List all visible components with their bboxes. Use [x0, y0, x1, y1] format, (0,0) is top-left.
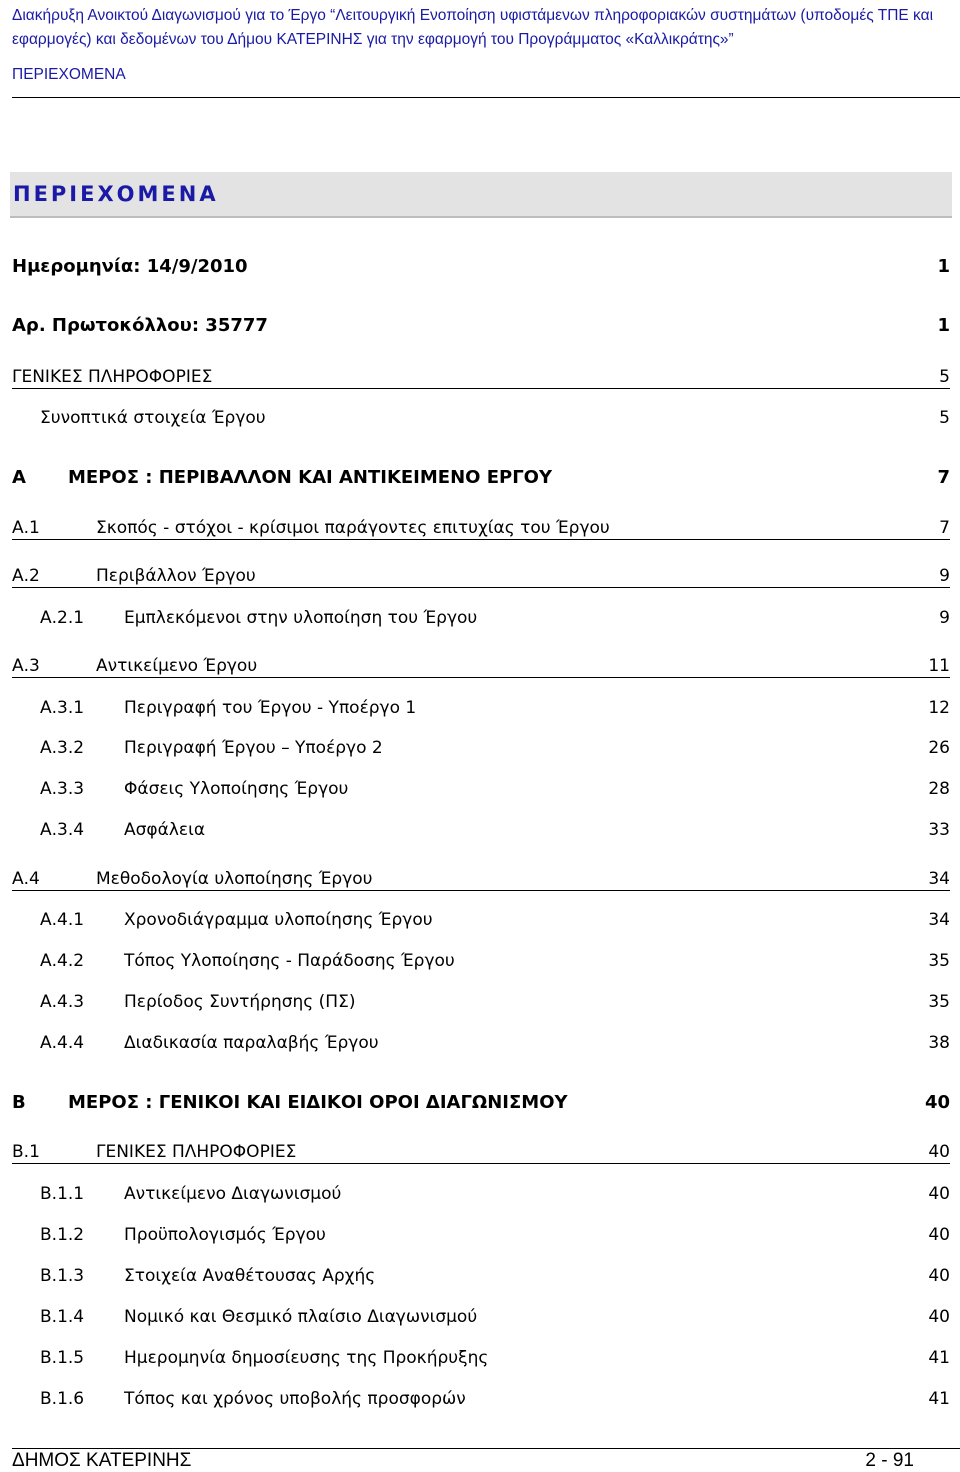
toc-entry-text: Ημερομηνία: 14/9/2010: [12, 256, 248, 277]
toc-entry-page: 9: [939, 566, 950, 586]
toc-entry[interactable]: [0, 1030, 960, 1056]
toc-entry-text: Ασφάλεια: [124, 820, 206, 840]
toc-entry-page: 34: [928, 869, 950, 889]
toc-entry[interactable]: [0, 907, 960, 933]
toc-entry-number: Β: [12, 1092, 26, 1113]
toc-entry-number: Α.1: [12, 518, 40, 538]
toc-entry-text: Σκοπός - στόχοι - κρίσιμοι παράγοντες επιτυχίας του Έργου: [96, 518, 610, 538]
toc-entry-page: 7: [939, 518, 950, 538]
toc-entry-page: 40: [928, 1184, 950, 1204]
header-section-label: ΠΕΡΙΕΧΟΜΕΝΑ: [12, 66, 126, 83]
footer-page-number: 2 - 91: [865, 1450, 914, 1471]
toc-entry-text: ΓΕΝΙΚΕΣ ΠΛΗΡΟΦΟΡΙΕΣ: [12, 367, 213, 387]
toc-entry[interactable]: [0, 364, 960, 390]
toc-entry-page: 40: [928, 1142, 950, 1162]
toc-entry-number: Β.1: [12, 1142, 40, 1162]
toc-entry[interactable]: [0, 948, 960, 974]
toc-entry-underline: [12, 1163, 950, 1164]
toc-entry-underline: [12, 587, 950, 588]
toc-entry-number: Α.4.1: [40, 910, 85, 930]
toc-entry[interactable]: [0, 817, 960, 843]
toc-entry-page: 33: [928, 820, 950, 840]
toc-entry-number: Β.1.5: [40, 1348, 85, 1368]
toc-entry-page: 40: [928, 1307, 950, 1327]
toc-entry[interactable]: [0, 313, 960, 339]
toc-entry-underline: [12, 890, 950, 891]
toc-entry-page: 11: [928, 656, 950, 676]
toc-entry-number: Β.1.6: [40, 1389, 85, 1409]
toc-entry[interactable]: [0, 1386, 960, 1412]
toc-entry-text: ΜΕΡΟΣ : ΓΕΝΙΚΟΙ ΚΑΙ ΕΙΔΙΚΟΙ ΟΡΟΙ ΔΙΑΓΩΝΙΣΜΟΥ: [68, 1092, 568, 1113]
toc-entry[interactable]: [0, 563, 960, 589]
toc-entry[interactable]: [0, 254, 960, 280]
toc-entry-page: 1: [937, 315, 950, 336]
toc-entry-page: 40: [924, 1092, 950, 1113]
toc-entry-text: Προϋπολογισμός Έργου: [124, 1225, 326, 1245]
toc-entry-page: 5: [939, 408, 950, 428]
toc-entry[interactable]: [0, 989, 960, 1015]
toc-entry-text: Ημερομηνία δημοσίευσης της Προκήρυξης: [124, 1348, 489, 1368]
toc-entry[interactable]: [0, 735, 960, 761]
toc-entry[interactable]: [0, 695, 960, 721]
toc-entry[interactable]: [0, 465, 960, 491]
toc-entry-number: Β.1.4: [40, 1307, 85, 1327]
toc-entry[interactable]: [0, 605, 960, 631]
header-title-line-2: εφαρμογές) και δεδομένων του Δήμου ΚΑΤΕΡΙΝΗΣ για την εφαρμογή του Προγράμματος «Καλλικράτης»”: [12, 31, 734, 48]
toc-entry-page: 35: [928, 992, 950, 1012]
toc-entry-number: Α.4: [12, 869, 40, 889]
toc-entry-text: Διαδικασία παραλαβής Έργου: [124, 1033, 379, 1053]
toc-entry-number: Α.3: [12, 656, 40, 676]
toc-entry-underline: [12, 539, 950, 540]
toc-entry-underline: [12, 677, 950, 678]
toc-entry-page: 12: [928, 698, 950, 718]
toc-entry-page: 40: [928, 1225, 950, 1245]
toc-entry-page: 26: [928, 738, 950, 758]
toc-entry-page: 35: [928, 951, 950, 971]
document-header: [12, 4, 948, 52]
toc-entry-number: Α.2.1: [40, 608, 85, 628]
toc-entry[interactable]: [0, 776, 960, 802]
toc-entry-text: Αντικείμενο Έργου: [96, 656, 258, 676]
toc-entry-underline: [12, 388, 950, 389]
toc-entry[interactable]: [0, 1345, 960, 1371]
toc-entry-number: Α.3.3: [40, 779, 85, 799]
toc-entry-page: 38: [928, 1033, 950, 1053]
toc-entry[interactable]: [0, 1139, 960, 1165]
toc-entry-number: Α.3.1: [40, 698, 85, 718]
toc-entry-page: 40: [928, 1266, 950, 1286]
toc-entry-text: Αρ. Πρωτοκόλλου: 35777: [12, 315, 268, 336]
toc-entry-page: 34: [928, 910, 950, 930]
toc-entry-number: Β.1.3: [40, 1266, 85, 1286]
header-title-line-1: Διακήρυξη Ανοικτού Διαγωνισμού για το Έργο “Λειτουργική Ενοποίηση υφιστάμενων πληροφοριακών συστημάτων (υποδομές ΤΠΕ και: [12, 7, 934, 24]
toc-entry-text: Τόπος και χρόνος υποβολής προσφορών: [124, 1389, 466, 1409]
toc-entry-number: Α.4.3: [40, 992, 85, 1012]
footer-divider: [12, 1448, 960, 1449]
toc-entry-text: Χρονοδιάγραμμα υλοποίησης Έργου: [124, 910, 433, 930]
toc-entry-text: Στοιχεία Αναθέτουσας Αρχής: [124, 1266, 376, 1286]
toc-entry-text: ΜΕΡΟΣ : ΠΕΡΙΒΑΛΛΟΝ ΚΑΙ ΑΝΤΙΚΕΙΜΕΝΟ ΕΡΓΟΥ: [68, 467, 553, 488]
toc-entry-text: Συνοπτικά στοιχεία Έργου: [40, 408, 266, 428]
toc-entry-page: 28: [928, 779, 950, 799]
toc-entry-number: Β.1.2: [40, 1225, 85, 1245]
header-divider: [12, 97, 960, 98]
toc-entry-page: 41: [928, 1389, 950, 1409]
toc-entry-number: Α.4.4: [40, 1033, 85, 1053]
toc-entry-number: Α.3.2: [40, 738, 85, 758]
toc-entry-number: Α.3.4: [40, 820, 85, 840]
toc-entry-page: 9: [939, 608, 950, 628]
toc-entry[interactable]: [0, 405, 960, 431]
toc-entry-text: Περιγραφή Έργου – Υποέργο 2: [124, 738, 383, 758]
toc-entry-text: Τόπος Υλοποίησης - Παράδοσης Έργου: [124, 951, 455, 971]
toc-entry[interactable]: [0, 1090, 960, 1116]
toc-entry-page: 41: [928, 1348, 950, 1368]
toc-entry-number: Α.4.2: [40, 951, 85, 971]
toc-entry-text: Αντικείμενο Διαγωνισμού: [124, 1184, 342, 1204]
toc-entry-text: Εμπλεκόμενοι στην υλοποίηση του Έργου: [124, 608, 478, 628]
toc-entry-text: ΓΕΝΙΚΕΣ ΠΛΗΡΟΦΟΡΙΕΣ: [96, 1142, 297, 1162]
toc-entry-page: 7: [937, 467, 950, 488]
toc-entry-page: 1: [937, 256, 950, 277]
toc-entry-number: Β.1.1: [40, 1184, 85, 1204]
toc-entry[interactable]: [0, 653, 960, 679]
toc-entry-text: Περιβάλλον Έργου: [96, 566, 256, 586]
toc-entry-text: Μεθοδολογία υλοποίησης Έργου: [96, 869, 373, 889]
footer-organization: ΔΗΜΟΣ ΚΑΤΕΡΙΝΗΣ: [12, 1450, 192, 1471]
toc-entry-page: 5: [939, 367, 950, 387]
toc-entry-number: Α: [12, 467, 26, 488]
toc-entry[interactable]: [0, 866, 960, 892]
toc-entry-text: Περίοδος Συντήρησης (ΠΣ): [124, 992, 356, 1012]
toc-title: ΠΕΡΙΕΧΟΜΕΝΑ: [10, 172, 952, 216]
toc-entry-text: Νομικό και Θεσμικό πλαίσιο Διαγωνισμού: [124, 1307, 478, 1327]
toc-entry-text: Περιγραφή του Έργου - Υποέργο 1: [124, 698, 417, 718]
toc-entry[interactable]: [0, 1263, 960, 1289]
toc-entry[interactable]: [0, 1304, 960, 1330]
toc-entry[interactable]: [0, 515, 960, 541]
toc-entry[interactable]: [0, 1181, 960, 1207]
toc-entry-text: Φάσεις Υλοποίησης Έργου: [124, 779, 349, 799]
toc-entry-number: Α.2: [12, 566, 40, 586]
toc-entry[interactable]: [0, 1222, 960, 1248]
